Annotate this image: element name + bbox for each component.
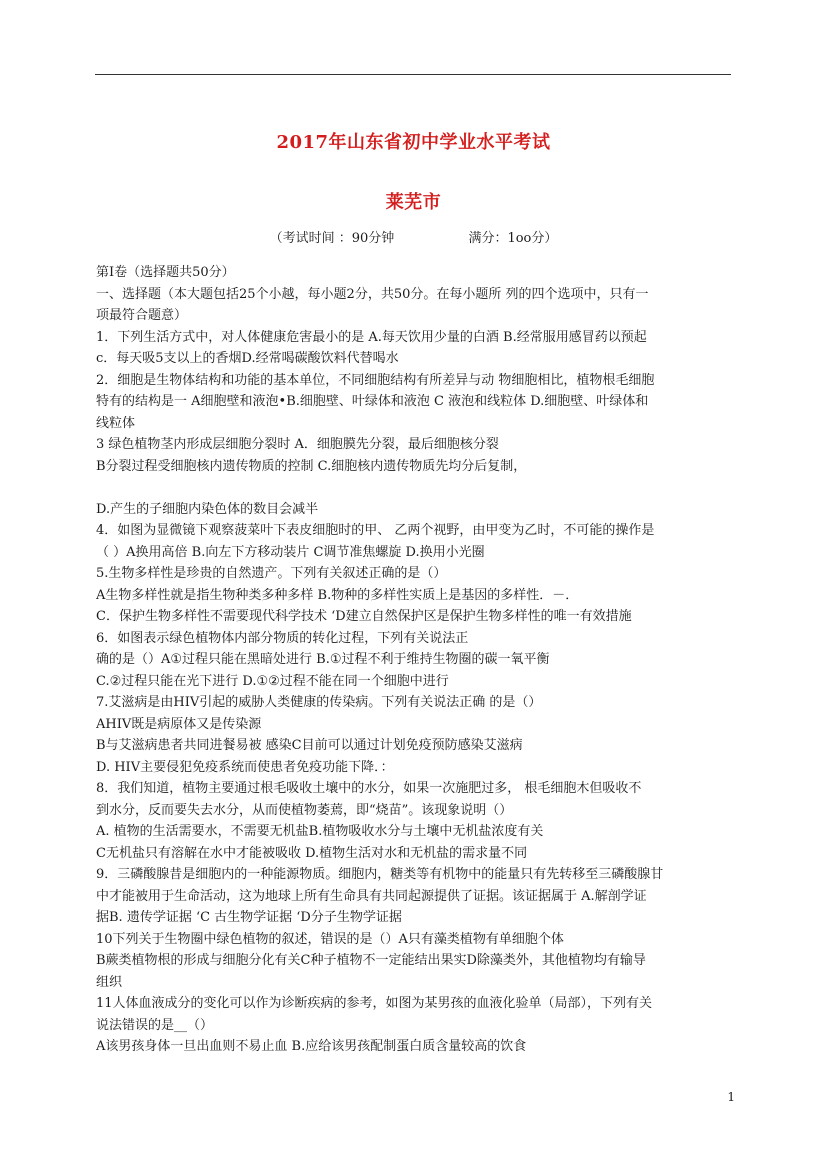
page-number: 1 (727, 1090, 735, 1104)
text-line: 1．下列生活方式中，对人体健康危害最小的是 A.每天饮用少量的白酒 B.经常服用感冒药以预起 (96, 329, 647, 345)
header-rule (95, 74, 731, 75)
text-line: 6．如图表示绿色植物体内部分物质的转化过程，下列有关说法正 (96, 630, 469, 646)
text-line: 一、选择题（本大题包括25个小越，每小题2分，共50分。在每小题所 列的四个选项中，只有一 (96, 286, 649, 302)
text-line: B分裂过程受细胞核内遗传物质的控制 C.细胞核内遗传物质先均分后复制， (96, 458, 527, 474)
text-line: D. HIV主要侵犯免疫系统而使患者免疫功能下降．： (96, 759, 394, 775)
text-line: 说法错误的是__（） (96, 1017, 214, 1033)
text-line: 7.艾滋病是由HIV引起的威胁人类健康的传染病。下列有关说法正确 的是（） (96, 695, 542, 710)
text-line: 到水分，反而要失去水分，从而使植物萎蔫，即“烧苗”。该现象说明（） (96, 802, 513, 818)
text-line: c．每天吸5支以上的香烟D.经常喝碳酸饮料代替喝水 (96, 351, 399, 366)
exam-body (96, 262, 736, 1058)
text-line: B蕨类植物根的形成与细胞分化有关C种子植物不一定能结出果实D除藻类外，其他植物均有输导 (96, 953, 646, 968)
text-line: 特有的结构是一 A细胞壁和液泡•B.细胞壁、叶绿体和液泡 C 液泡和线粒体 D.细胞壁、叶绿体和 (96, 394, 649, 409)
exam-info (0, 227, 827, 246)
text-line: 中才能被用于生命活动，这为地球上所有生命具有共同起源提供了证据。该证据属于 A.解剖学证 (96, 888, 647, 904)
text-line: 5.生物多样性是珍贵的自然遗产。下列有关叙述正确的是（） (96, 566, 447, 581)
text-line: C.②过程只能在光下进行 D.①②过程不能在同一个细胞中进行 (96, 673, 449, 689)
text-line: 据B. 遗传学证据 ‘C 古生物学证据 ‘D分子生物学证据 (96, 910, 402, 925)
text-line: B与艾滋病患者共同进餐易被 感染C目前可以通过计划免疫预防感染艾滋病 (96, 738, 523, 753)
text-line: 项最符合题意） (96, 308, 188, 323)
text-line: 8．我们知道，植物主要通过根毛吸收土壤中的水分，如果一次施肥过多， 根毛细胞木但吸收不 (96, 781, 642, 796)
text-line: C无机盐只有溶解在水中才能被吸收 D.植物生活对水和无机盐的需求量不同 (96, 845, 528, 861)
text-line: C．保护生物多样性不需要现代科学技术 ‘D建立自然保护区是保护生物多样性的唯一有效措施 (96, 609, 632, 624)
text-line: 组织 (96, 974, 123, 990)
text-line: （ ）A换用高倍 B.向左下方移动装片 C调节准焦螺旋 D.换用小光圈 (96, 544, 485, 560)
text-line: A. 植物的生活需要水，不需要无机盐B.植物吸收水分与土壤中无机盐浓度有关 (96, 824, 544, 839)
text-line: 3 绿色植物茎内形成层细胞分裂时 A．细胞膜先分裂，最后细胞核分裂 (96, 437, 499, 452)
text-line: D.产生的子细胞内染色体的数目会减半 (96, 501, 319, 517)
text-line: 线粒体 (96, 415, 136, 431)
full-marks: 满分：1oo分） (468, 231, 558, 246)
text-line: 9．三磷酸腺昔是细胞内的一种能源物质。细胞内，糖类等有机物中的能量只有先转移至三磷酸腺甘 (96, 867, 664, 882)
text-line: 2．细胞是生物体结构和功能的基本单位，不同细胞结构有所差异与动 物细胞相比，植物根毛细胞 (96, 372, 655, 388)
document-subtitle: 莱芜市 (385, 192, 442, 213)
text-line: 4．如图为显微镜下观察菠菜叶下表皮细胞时的甲、 乙两个视野，由甲变为乙时，不可能的操作是 (96, 523, 655, 538)
text-line: 11人体血液成分的变化可以作为诊断疾病的参考，如图为某男孩的血液化验单（局部），下列有关 (96, 996, 653, 1011)
text-line (96, 477, 736, 499)
text-line: 第Ⅰ卷（选择题共50分） (96, 265, 235, 280)
text-line: A生物多样性就是指生物种类多种多样 B.物种的多样性实质上是基因的多样性．－． (96, 587, 579, 603)
document-title: 2017年山东省初中学业水平考试 (276, 132, 551, 153)
text-line: 确的是（）A①过程只能在黑暗处进行 B.①过程不利于维持生物圈的碳一氧平衡 (96, 652, 550, 667)
exam-time: （考试时间 ：90分钟 (269, 231, 395, 246)
text-line: 10下列关于生物圈中绿色植物的叙述，错误的是（）A只有藻类植物有单细胞个体 (96, 931, 564, 947)
text-line: AHIV既是病原体又是传染源 (96, 716, 262, 732)
text-line: A该男孩身体一旦出血则不易止血 B.应给该男孩配制蛋白质含量较高的饮食 (96, 1039, 527, 1054)
